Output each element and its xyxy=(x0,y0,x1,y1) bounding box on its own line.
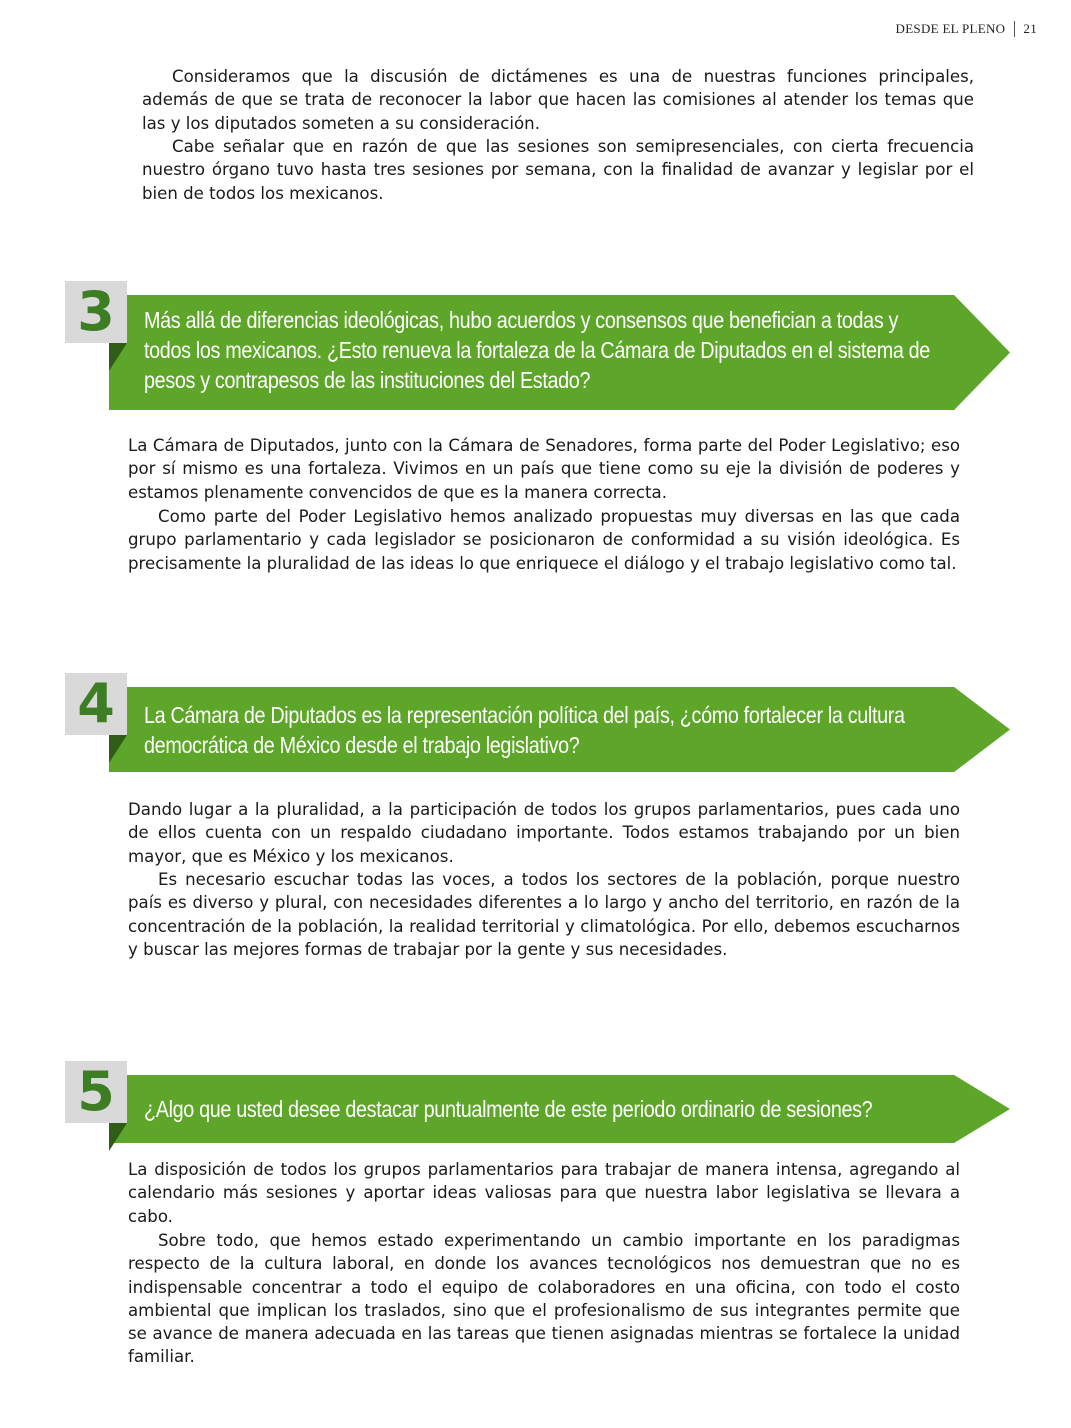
running-header xyxy=(896,21,1038,37)
answer-paragraph: Es necesario escuchar todas las voces, a todos los sectores de la población, porque nuestro país es diverso y plural, con necesidades diferentes a lo largo y ancho del territorio, en razón de la concentración de la población, la realidad territorial y climatológica. Por ello, debemos escucharnos y buscar las mejores formas de trabajar por la gente y sus necesidades. xyxy=(128,870,960,959)
question-block-5 xyxy=(65,1061,1010,1143)
question-number: 4 xyxy=(65,673,127,735)
question-line: todos los mexicanos. ¿Esto renueva la fortaleza de la Cámara de Diputados en el sistema de xyxy=(144,337,930,363)
page-number: 21 xyxy=(1023,21,1037,36)
question-block-3 xyxy=(65,281,1010,410)
section-title: DESDE EL PLENO xyxy=(895,21,1006,36)
question-text xyxy=(144,305,930,395)
answer-paragraph: Dando lugar a la pluralidad, a la participación de todos los grupos parlamentarios, pues cada uno de ellos cuenta con un respaldo ciudadano importante. Todos estamos trabajando por un bien mayor, que es México y los mexicanos. xyxy=(128,800,960,866)
answer-paragraph: Sobre todo, que hemos estado experimentando un cambio importante en los paradigmas respecto de la cultura laboral, en donde los avances tecnológicos nos demuestran que no es indispensable concentrar a todo el equipo de colaboradores en una oficina, con todo el costo ambiental que implican los traslados, sino que el profesionalismo de sus integrantes permite que se avance de manera adecuada en las tareas que tienen asignadas mientras se fortalece la unidad familiar. xyxy=(128,1231,960,1367)
question-line: La Cámara de Diputados es la representación política del país, ¿cómo fortalecer la cultura xyxy=(144,702,905,728)
header-divider xyxy=(1014,21,1015,37)
answer-paragraph: La disposición de todos los grupos parlamentarios para trabajar de manera intensa, agregando al calendario más sesiones y aportar ideas valiosas para que nuestra labor legislativa se llevara a cabo. xyxy=(128,1160,960,1226)
question-text xyxy=(144,1094,873,1124)
question-number: 5 xyxy=(65,1061,127,1123)
answer-paragraph: La Cámara de Diputados, junto con la Cámara de Senadores, forma parte del Poder Legislativo; eso por sí mismo es una fortaleza. Vivimos en un país que tiene como su eje la división de poderes y estamos plenamente convencidos de que es la manera correcta. xyxy=(128,436,960,502)
question-line: ¿Algo que usted desee destacar puntualmente de este periodo ordinario de sesiones? xyxy=(144,1096,873,1122)
intro-paragraph: Consideramos que la discusión de dictámenes es una de nuestras funciones principales, además de que se trata de reconocer la labor que hacen las comisiones al atender los temas que las y los diputados someten a su consideración. xyxy=(142,67,974,133)
answer-paragraph: Como parte del Poder Legislativo hemos analizado propuestas muy diversas en las que cada grupo parlamentario y cada legislador se posicionaron de conformidad a su visión ideológica. Es precisamente la pluralidad de las ideas lo que enriquece el diálogo y el trabajo legislativo como tal. xyxy=(128,507,960,573)
question-line: Más allá de diferencias ideológicas, hubo acuerdos y consensos que benefician a todas y xyxy=(144,307,899,333)
question-line: pesos y contrapesos de las instituciones del Estado? xyxy=(144,367,591,393)
question-line: democrática de México desde el trabajo legislativo? xyxy=(144,732,580,758)
question-number: 3 xyxy=(65,281,127,343)
question-block-4 xyxy=(65,673,1010,772)
question-text xyxy=(144,700,905,760)
intro-paragraph: Cabe señalar que en razón de que las sesiones son semipresenciales, con cierta frecuencia nuestro órgano tuvo hasta tres sesiones por semana, con la finalidad de avanzar y legislar por el bien de todos los mexicanos. xyxy=(142,137,974,203)
